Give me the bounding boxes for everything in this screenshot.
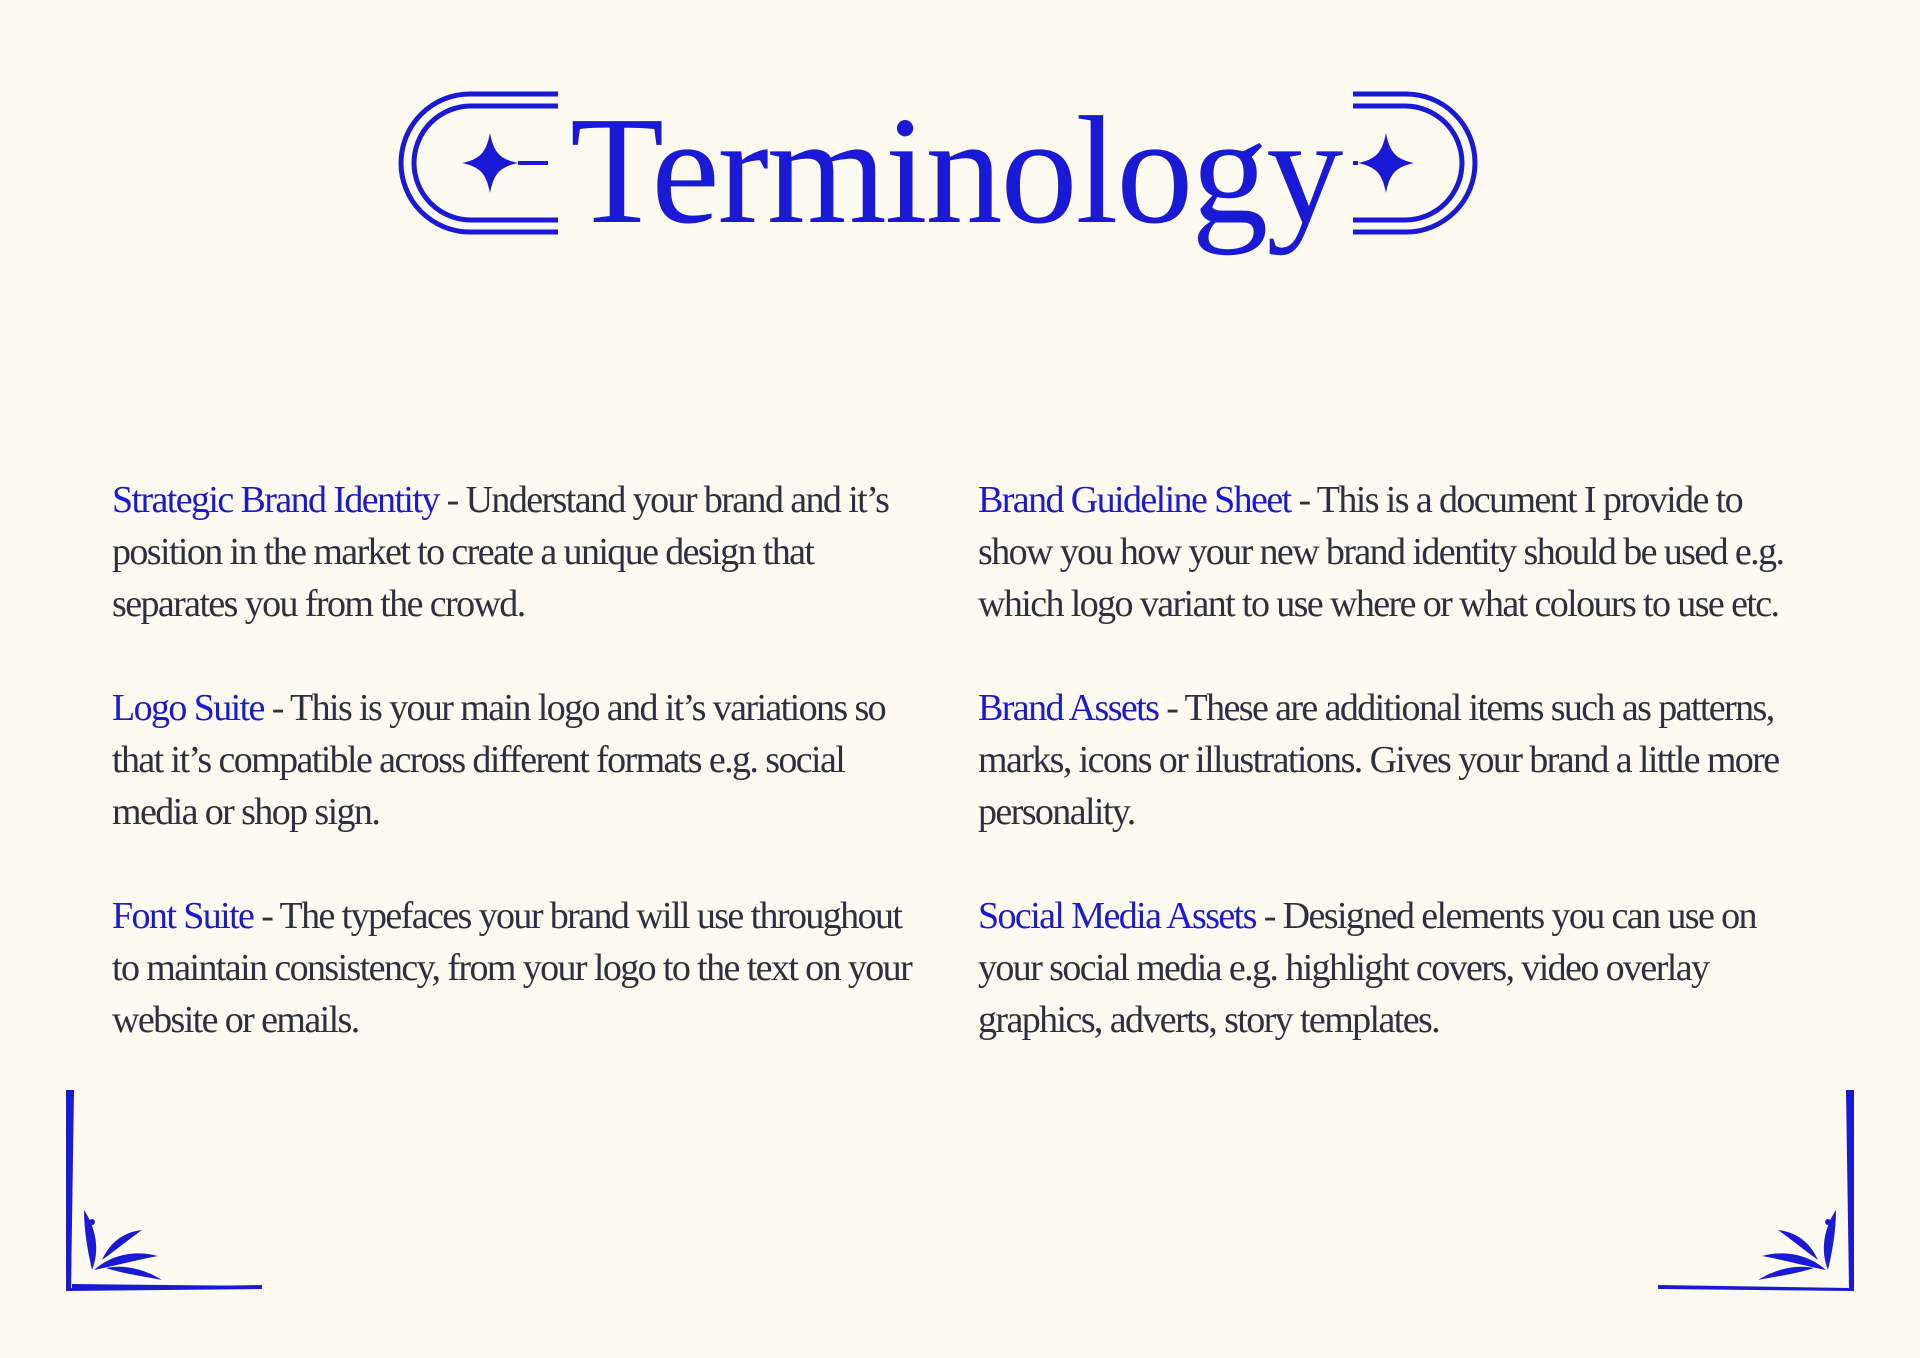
term-separator: -: [438, 479, 466, 521]
term-separator: -: [1255, 895, 1283, 937]
page-title: [548, 86, 1342, 278]
term-entry: [978, 890, 1798, 1046]
term-description: Designed elements you can use on your social media e.g. highlight covers, video overlay graphics, adverts, story templates.: [978, 895, 1756, 1041]
term-name: Brand Guideline Sheet: [978, 479, 1291, 521]
ornamental-corner-icon: [62, 1090, 272, 1310]
term-name: Brand Assets: [978, 687, 1159, 729]
term-entry: [112, 682, 932, 838]
term-description: This is your main logo and it’s variations so that it’s compatible across different formats e.g. social media or shop sign.: [112, 687, 886, 833]
term-entry: [978, 474, 1798, 630]
page-title-text: Terminology: [558, 86, 1353, 256]
term-separator: -: [253, 895, 280, 937]
ornamental-corner-icon: [1648, 1090, 1858, 1310]
term-separator: -: [263, 687, 290, 729]
term-entry: [112, 474, 932, 630]
title-banner: [398, 88, 1478, 278]
term-separator: -: [1290, 479, 1317, 521]
right-column: [978, 474, 1798, 1098]
term-description: Understand your brand and it’s position in the market to create a unique design that separates you from the crowd.: [112, 479, 889, 625]
term-entry: [978, 682, 1798, 838]
four-point-star-icon: [462, 133, 518, 193]
term-name: Social Media Assets: [978, 895, 1256, 937]
four-point-star-icon: [1358, 133, 1414, 193]
term-name: Logo Suite: [112, 687, 264, 729]
term-entry: [112, 890, 932, 1046]
term-name: Strategic Brand Identity: [112, 479, 439, 521]
left-column: [112, 474, 932, 1098]
terminology-columns: [112, 474, 1812, 1098]
term-name: Font Suite: [112, 895, 254, 937]
term-description: This is a document I provide to show you how your new brand identity should be used e.g. which logo variant to use where or what colours to use etc.: [978, 479, 1784, 625]
term-description: These are additional items such as patterns, marks, icons or illustrations. Gives your brand a little more personality.: [978, 687, 1779, 833]
term-separator: -: [1158, 687, 1185, 729]
term-description: The typefaces your brand will use throughout to maintain consistency, from your logo to the text on your website or emails.: [112, 895, 912, 1041]
